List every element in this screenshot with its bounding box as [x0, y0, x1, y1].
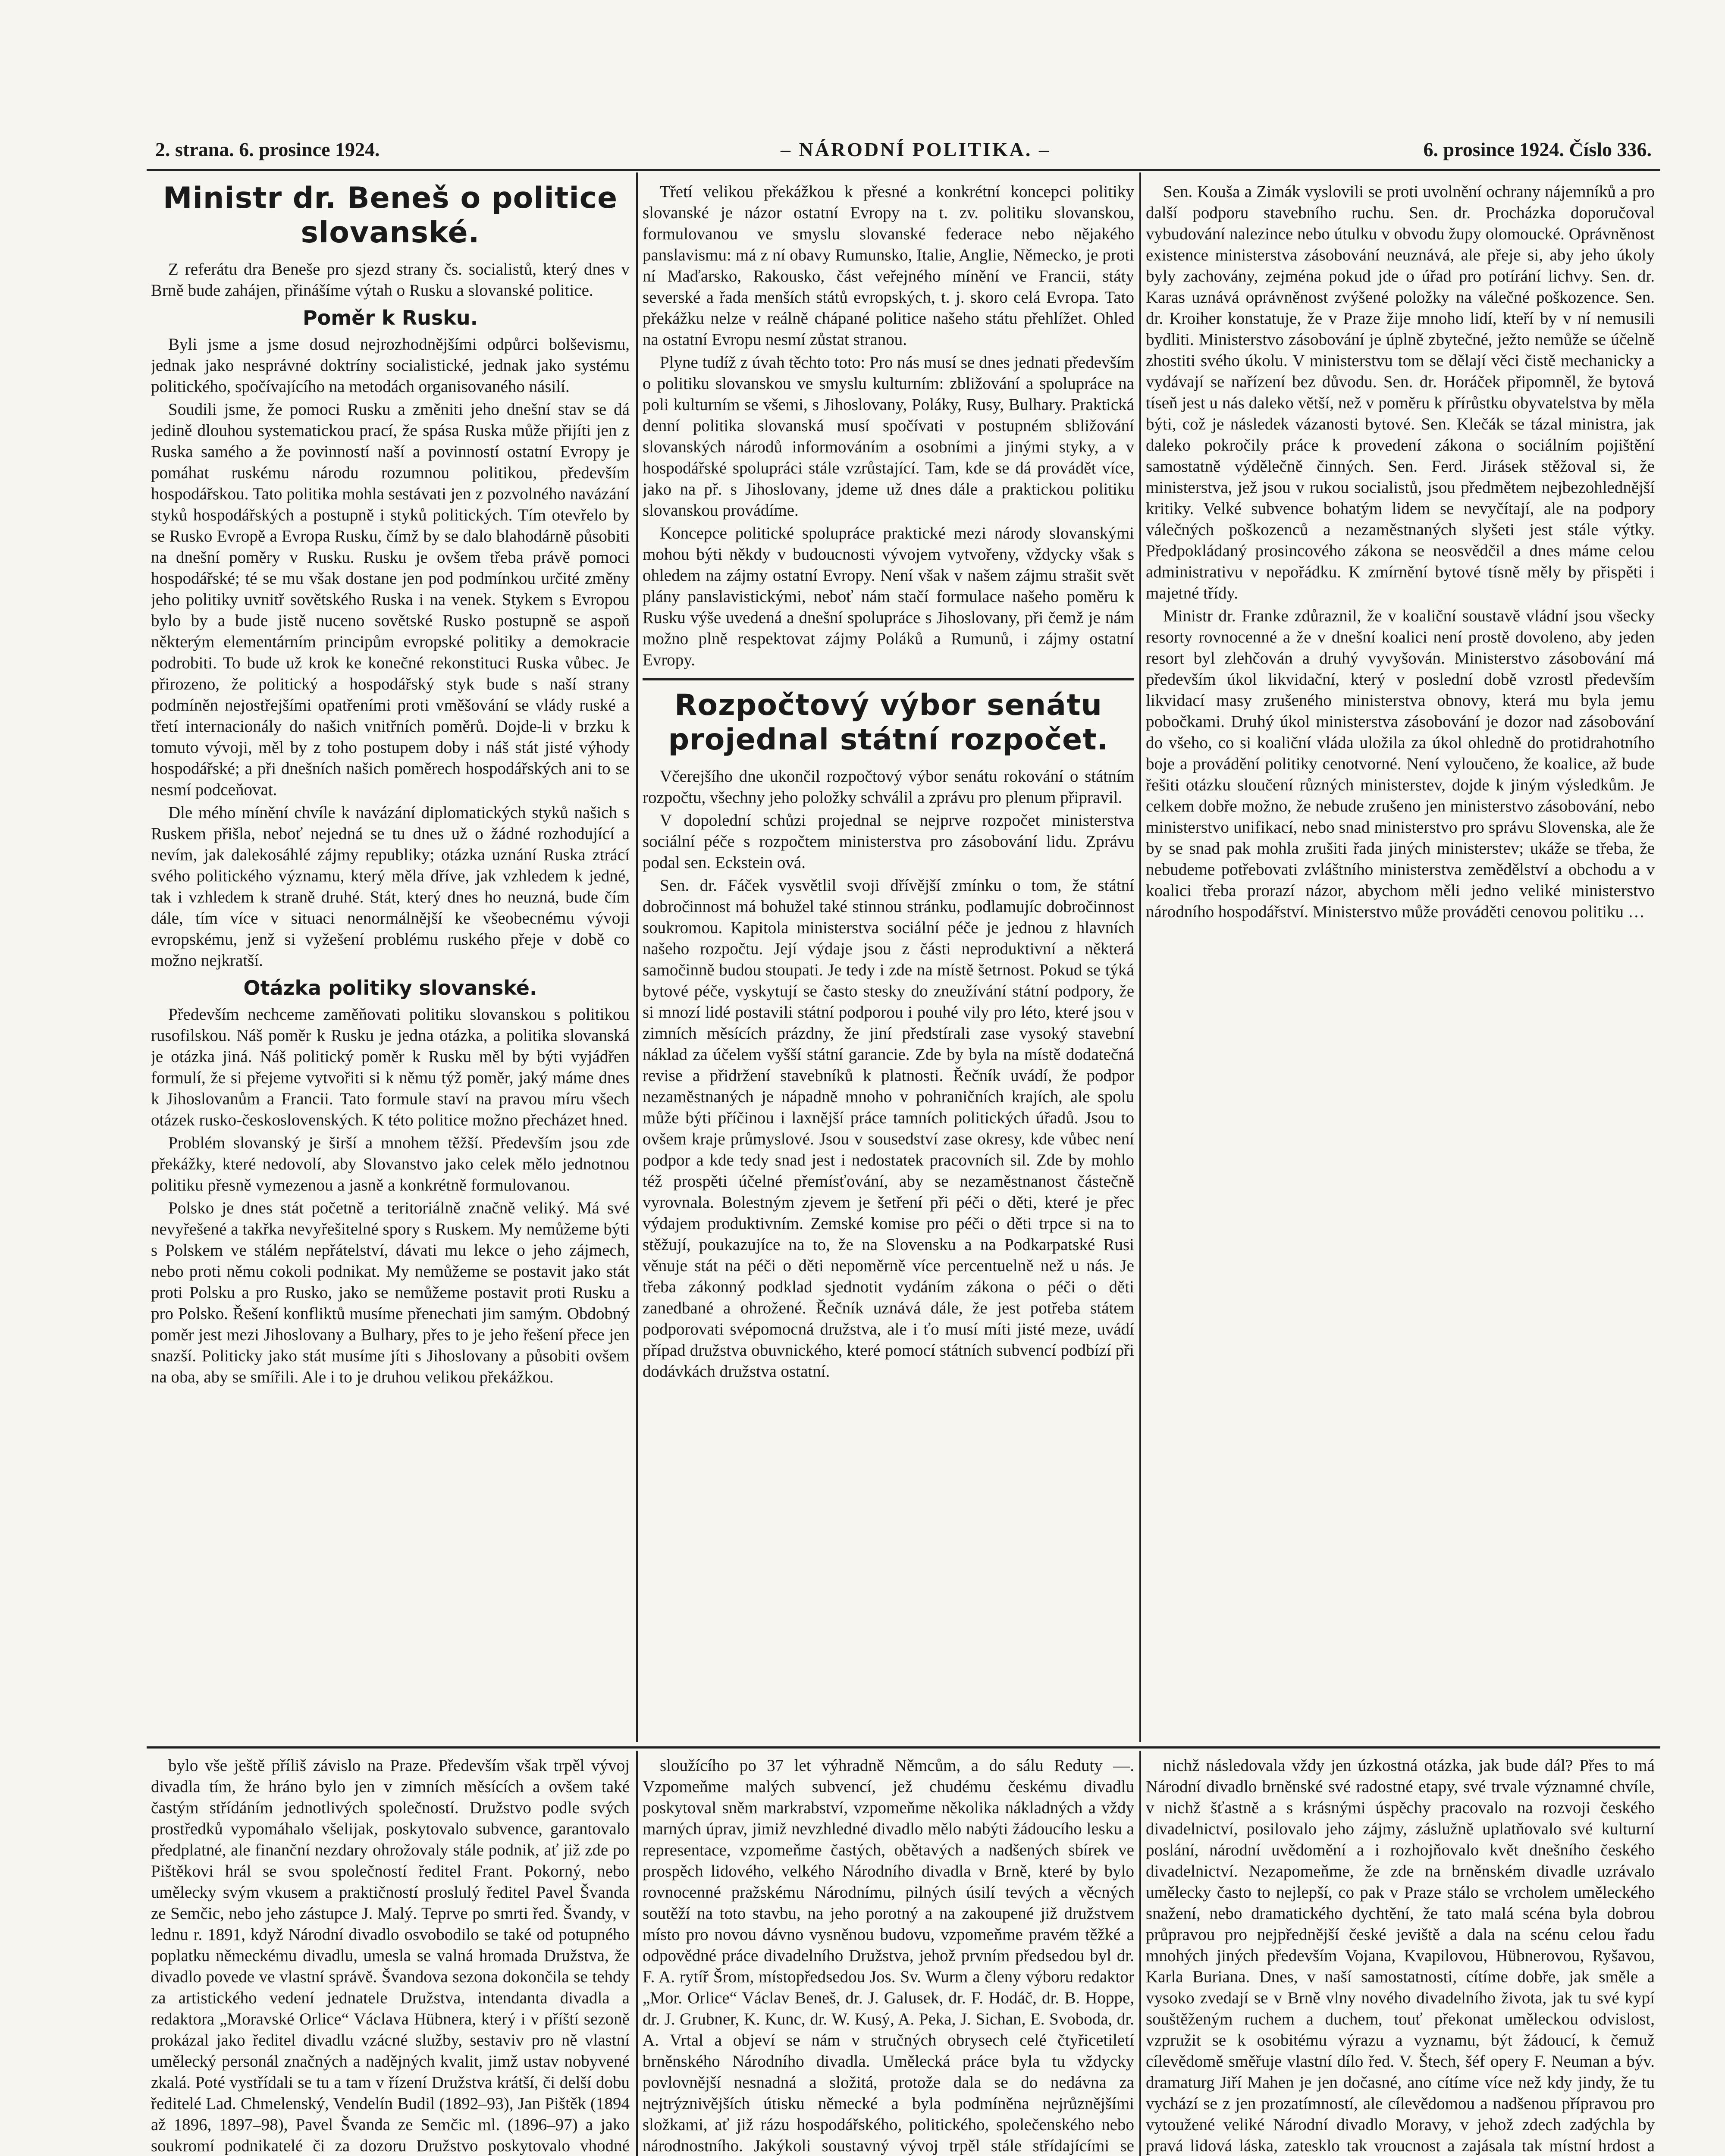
theatre-column-2 [643, 1755, 1134, 2156]
header-date-left: 2. strana. 6. prosince 1924. [155, 138, 380, 160]
paragraph: Byli jsme a jsme dosud nejrozhodnějšími odpůrci bolševismu, jednak jako nesprávné doktríny socialistické, jednak jako systému politického, spočívajícího na metodách organisovaného násilí. [151, 335, 630, 396]
paragraph: V dopolední schůzi projednal se nejprve rozpočet ministerstva sociální péče s rozpočtem ministerstva pro zásobování lidu. Zprávu podal sen. Eckstein ová. [643, 811, 1134, 872]
header-date-right: 6. prosince 1924. Číslo 336. [1423, 138, 1652, 160]
page-header [142, 134, 1660, 168]
article1-intro: Z referátu dra Beneše pro sjezd strany čs. socialistů, který dnes v Brně bude zahájen, přinášíme výtah o Rusku a slovanské politice. [151, 260, 630, 300]
paragraph: Především nechceme zaměňovati politiku slovanskou s politikou rusofilskou. Náš poměr k Rusku je jedna otázka, a politika slovanská je otázka jiná. Náš politický poměr k Rusku měl by býti vyjádřen formulí, že si přejeme vytvořiti si k němu týž poměr, jaký máme dnes k Jihoslovanům a Francii. Tato formule staví na pravou míru všech otázek rusko-československých. K této politice možno přecházet hned. [151, 1005, 630, 1129]
paragraph: sloužícího po 37 let výhradně Němcům, a do sálu Reduty —. Vzpomeňme malých subvencí, jež chudému českému divadlu poskytoval sněm markrabství, vzpomeňme několika nákladných a vždy marných úprav, jimiž nevzhledné divadlo mělo nabýti žádoucího lesku a representace, vzpomeňme častých, obětavých a nadšených sbírek ve prospěch lidového, velkého Národního divadla v Brně, které by bylo rovnocenné pražskému Národnímu, pilných úsilí tevých a věcných soutěží na toto stavbu, na jeho porotný a na zakoupené již družstvem místo pro novou dávno vysněnou budovu, vzpomeňme pravém těžké a odpovědné práce divadelního Družstva, jehož prvním předsedou byl dr. F. A. rytíř Šrom, místopředsedou Jos. Sv. Wurm a členy výboru redaktor „Mor. Orlice“ Václav Beneš, dr. J. Galusek, dr. F. Hodáč, dr. B. Hoppe, dr. J. Grubner, K. Kunc, dr. W. Kusý, A. Peka, J. Sichan, E. Svoboda, dr. A. Vrtal a objeví se nám v stručných obrysech celé čtyřicetiletí brněnského Národního divadla. Umělecká práce byla tu vždycky povlovnější nesnadná a složitá, protože dala se do nedávna za nejtrýznivějších útisku německé a byla podmíněna nejrůznějšími složkami, ať již rázu hospodářského, politického, společenského nebo národnostního. Jakýkoli soustavný vývoj trpěl stále střídajícími se [643, 1756, 1134, 2155]
paragraph: Koncepce politické spolupráce praktické mezi národy slovanskými mohou býti někdy v budoucnosti vývojem vytvořeny, vždycky však s ohledem na zájmy ostatní Evropy. Není však v našem zájmu strašit svět plány panslavistickými, neboť nám stačí formulace našeho poměru k Rusku výše uvedená a dnešní spolupráce s Jihoslovany, při čemž je nám možno plně respektovat zájmy Poláků a Rumunů, i zájmy ostatní Evropy. [643, 524, 1134, 669]
column-divider [1139, 1751, 1141, 2156]
column-divider [636, 172, 638, 1742]
paragraph: Ministr dr. Franke zdůraznil, že v koaliční soustavě vládní jsou všecky resorty rovnocenné a že v dnešní koalici není prostě dovoleno, aby jeden resort byl zlehčován a druhý vyvyšován. Ministerstvo zásobování má především úkol likvidační, který v poslední době vzrostl především likvidací masy zrušeného ministerstva obnovy, která mu byla jemu pobočkami. Druhý úkol ministerstva zásobování je dozor nad zásobování do všeho, co si koaliční vláda uložila za úkol ohledně do protidrahotního boje a provádění politiky cenotvorné. Není vyloučeno, že koalice, až bude řešiti otázku sloučení různých ministerstev, dojde k jiným výsledkům. Je celkem dobře možno, že nebude zrušeno jen ministerstvo zásobování, nebo ministerstvo unifikací, nebo snad ministerstvo pro správu Slovenska, ale že by se snad pak mohla zrušiti řada jiných ministerstev; ukáže se třeba, že nebudeme potřebovati zvláštního ministerstva zemědělství a obchodu a v koalici třeba prorazí názor, abychom měli jedno veliké ministerstvo národního hospodářství. Ministerstvo může prováděti cenovou politiku … [1146, 607, 1655, 921]
header-rule [147, 169, 1660, 171]
paragraph: Plyne tudíž z úvah těchto toto: Pro nás musí se dnes jednati především o politiku slovanskou ve smyslu kulturním: zbližování a spolupráce na poli kulturním se všemi, s Jihoslovany, Poláky, Rusy, Bulhary. Praktická denní politika slovanská musí spočívati v postupném sbližování slovanských národů informováním a osobními a jinými styky, a v hospodářské spolupráci stále vzrůstající. Tam, kde se dá provádět více, jako na př. s Jihoslovany, jdeme už dnes dále a praktickou politiku slovanskou provádíme. [643, 353, 1134, 520]
paragraph: Polsko je dnes stát početně a teritoriálně značně veliký. Má své nevyřešené a takřka nevyřešitelné spory s Ruskem. My nemůžeme býti s Polskem ve stálém nepřátelství, dávati mu lekce o jeho zájmech, nebo proti němu cokoli podnikat. My nemůžeme se postavit jako stát proti Polsku a pro Rusko, jako se nemůžeme postavit proti Rusku a pro Polsko. Řešení konfliktů musíme přenechati jim samým. Obdobný poměr jest mezi Jihoslovany a Bulhary, přes to je jeho řešení přece jen snazší. Politicky jako stát musíme jíti s Jihoslovany a působiti ovšem na oba, aby se smířili. Ale i to je druhou velikou překážkou. [151, 1199, 630, 1386]
theatre-column-3 [1146, 1755, 1655, 2156]
paragraph: Sen. dr. Fáček vysvětlil svoji dřívější zmínku o tom, že státní dobročinnost má bohužel také stinnou stránku, podlamujíc dobročinnost soukromou. Kapitola ministerstva sociální péče je jednou z hlavních našeho rozpočtu. Její výdaje jsou z části neproduktivní a některá samočinně budou stoupati. Je tedy i zde na místě šetrnost. Pokud se týká bytové péče, vyskytují se často stesky do zneužívání státní podpory, že si mnozí lidé postavili státní podporou i pouhé vily pro léto, které jsou v zimních měsících prázdny, že jiní předstírali zase vysoký stavební náklad za účelem vyšší státní garancie. Zde by byla na místě dodatečná revise a přidržení stavebníků k platnosti. Řečník uvádí, že podpor nezaměstnaných je nápadně mnoho v pohraničních krajích, ale spolu může býti příčinou i laxnější práce tamních politických úřadů. Jsou to ovšem kraje průmyslové. Jsou v sousedství zase okresy, kde vůbec není podpor a kde tedy snad jest i nedostatek pracovních sil. Zde by mohlo též prospěti účelné přemísťování, aby se nezaměstnanost částečně vyrovnala. Bolestným zjevem je šetření při péči o děti, které je přec výdajem produktivním. Zemské komise pro péči o děti trpce si na to stěžují, poukazujíce na to, že na Slovensku a na Podkarpatské Rusi věnuje stát na péči o děti nepoměrně více percentuelně než u nás. Je třeba zákonný podklad sjednotit vydáním zákona o péči o děti zanedbané a ohrožené. Řečník uznává dále, že jest potřeba státem podporovati svépomocná družstva, ale i ťo musí míti jisté meze, uvádí případ družstva obuvnického, které pomocí státních subvencí podbízí při dodávkách družstva ostatní. [643, 876, 1134, 1381]
masthead: – NÁRODNÍ POLITIKA. – [781, 138, 1051, 160]
article2-title: Rozpočtový výbor senátu projednal státní rozpočet. [668, 688, 1109, 757]
column-divider [636, 1751, 638, 2156]
column-2 [643, 181, 1134, 1742]
article1-subheading-1: Poměr k Rusku. [302, 306, 478, 329]
paragraph: Dle mého mínění chvíle k navázání diplomatických styků našich s Ruskem přišla, neboť nejedná se tu dnes už o žádné rozhodující a nevím, jak dalekosáhlé zájmy republiky; otázka uznání Ruska ztrácí svého politického významu, který měla dříve, jak vzhledem k jedné, tak i vzhledem k straně druhé. Stát, který dnes ho neuzná, bude čím dále, tím více v situaci nenormálnější ke všeobecnému vývoji evropskému, jenž si vyžešení problému ruského přeje v době co možno nejkratší. [151, 803, 630, 970]
paragraph: Včerejšího dne ukončil rozpočtový výbor senátu rokování o státním rozpočtu, všechny jeho položky schválil a zprávu pro plenum připravil. [643, 767, 1134, 807]
paragraph: nichž následovala vždy jen úzkostná otázka, jak bude dál? Přes to má Národní divadlo brněnské své radostné etapy, své trvale významné chvíle, v nichž šťastně a s krásnými úspěchy pracovalo na rozvoji českého divadelnictví, posilovalo jeho zájmy, záslužně uplatňovalo své kulturní poslání, národní uvědomění a i rozhojňovalo květ dnešního českého divadelnictví. Nezapomeňme, že zde na brněnském divadle uzrávalo umělecky často to nejlepší, co pak v Praze stálo se vrcholem uměleckého snažení, nebo dramatického dychtění, že tato malá scéna byla dobrou průpravou pro nejpřednější české jeviště a dala na scénu celou řadu mnohých jiných především Vojana, Kvapilovou, Hübnerovou, Ryšavou, Karla Buriana. Dnes, v naší samostatnosti, cítíme dobře, jak směle a vysoko zvedají se v Brně vlny nového divadelního života, jak tu své kypí souštěženým ruchem a duchem, touť překonat uměleckou odvislost, vzpružit se k osobitému výrazu a vyznamu, být žádoucí, k čemuž cílevědomě směřuje vlastní dílo řed. V. Štech, šéf opery F. Neuman a býv. dramaturg Jiří Mahen je jen dočasné, ano cítíme více než kdy jindy, že tu vychází se z jen prozatímností, ale cílevědomou a nadšenou přípravou pro vytoužené veliké Národní divadlo Moravy, v jehož zdech zadýchla by pravá lidová láska, zatesklo tak vroucnost a zajásala tak místní hrdost a [1146, 1756, 1655, 2155]
paragraph: Problém slovanský je širší a mnohem těžší. Především jsou zde překážky, které nedovolí, aby Slovanstvo jako celek mělo jednotnou politiku přesně vymezenou a jasně a konkrétně formulovanou. [151, 1134, 630, 1194]
article-separator [643, 678, 1134, 680]
column-divider [1139, 172, 1141, 1742]
paragraph: bylo vše ještě příliš závislo na Praze. Především však trpěl vývoj divadla tím, že hráno bylo jen v zimních měsících a ovšem také častým střídáním jednotlivých společností. Družstvo podle svých prostředků vypomáhalo všelijak, poskytovalo subvence, garantovalo předplatné, ale finanční nezdary ohrožovaly stále podnik, ať již zde po Pištěkovi hrál se svou společností ředitel Frant. Pokorný, nebo umělecky svým vkusem a praktičností proslulý ředitel Pavel Švanda ze Semčic, nebo jeho zástupce J. Malý. Teprve po smrti řed. Švandy, v lednu r. 1891, když Národní divadlo osvobodilo se také od potupného poplatku německému divadlu, umesla se valná hromada Družstva, že divadlo povede ve vlastní správě. Švandova sezona dokončila se tehdy za artistického vedení jednatele Družstva, intendanta divadla a redaktora „Moravské Orlice“ Václava Hübnera, který i v příští sezoně prokázal jako ředitel divadlu vzácné služby, sestaviv pro ně vlastní umělecký personál značných a nadějných kvalit, jimž ustav nobyvené zkalá. Poté vystřídali se tu a tam v řízení Družstva krátší, či delší dobu ředitelé Lad. Chmelenský, Vendelín Budil (1892–93), Jan Pištěk (1894 až 1896, 1897–98), Pavel Švanda ze Semčic ml. (1896–97) a jako soukromí podnikatelé či za dozoru Družstvo poskytovalo vhodné [151, 1756, 630, 2155]
article1-title: Ministr dr. Beneš o politice slovanské. [163, 181, 618, 250]
paragraph: Sen. Kouša a Zimák vyslovili se proti uvolnění ochrany nájemníků a pro další podporu stavebního ruchu. Sen. dr. Procházka doporučoval vybudování nalezince nebo útulku v obvodu župy olomoucké. Oprávněnost existence ministerstva zásobování neuznává, ale přeje si, aby jeho úkoly byly zachovány, zejména pokud jde o úřad pro potírání lichvy. Sen. dr. Karas uznává oprávněnost zvýšené položky na válečné poškozence. Sen. dr. Kroiher konstatuje, že v Praze žije mnoho lidí, kteří by v ní nemusili bydliti. Ministerstvo zásobování je úplně zbytečné, ježto nemůže se účelně zhostiti svého úkolu. V ministerstvu tom se dělají věci čistě mechanicky a vydávají se nařízení bez důvodu. Sen. dr. Horáček připomněl, že bytová tíseň jest u nás daleko větší, než v poměru k přírůstku obyvatelstva by měla býti, což je následek vázanosti bytové. Sen. Klečák se tázal ministra, jak daleko pokročily práce k provedení zákona o sociálním pojištění samostatně výdělečně činných. Sen. Ferd. Jirásek stěžoval si, že ministerstva, jež jsou v rukou socialistů, jsou předmětem nejbezohlednější kritiky. Velké subvence bohatým lidem se nevyčítají, ale na podpory válečných poškozenců a nezaměstnaných slyšeti jest stále výtky. Předpokládaný prosincového zákona se neosvědčil a dnes máme celou administrativu v nepořádku. K zmírnění bytové tísně měly by přispěti i majetné třídy. [1146, 182, 1655, 602]
column-1 [151, 181, 630, 1742]
paragraph: Třetí velikou překážkou k přesné a konkrétní koncepci politiky slovanské je názor ostatní Evropy na t. zv. politiku slovanskou, formulovanou ve smyslu slovanské federace nebo nějakého panslavismu: má z ní obavy Rumunsko, Italie, Anglie, Německo, je proti ní Maďarsko, Rakousko, část veřejného mínění ve Francii, státy severské a řada menších států evropských, t. j. skoro celá Evropa. Tato překážku nelze v reálně chápané politice našeho státu přehlížet. Ohled na ostatní Evropu nesmí zůstat stranou. [643, 182, 1134, 349]
article1-subheading-2: Otázka politiky slovanské. [243, 976, 537, 1000]
section-rule [147, 1746, 1660, 1749]
newspaper-page [142, 0, 1660, 2156]
theatre-column-1 [151, 1755, 630, 2156]
paragraph: Soudili jsme, že pomoci Rusku a změniti jeho dnešní stav se dá jedině dlouhou systematickou prací, že spása Ruska může přijíti jen z Ruska samého a že povinností naší a povinností ostatní Evropy je pomáhat ruskému národu rozumnou politikou, především hospodářskou. Tato politika mohla sestávati jen z pozvolného navázání styků hospodářských a postupně i styků politických. Tím otevřelo by se Rusko Evropě a Evropa Rusku, čímž by se dalo blahodárně působiti na dnešní poměry v Rusku. Rusku je ovšem třeba právě pomoci hospodářské; té se mu však dostane jen pod podmínkou určité změny jeho politiky uvnitř sovětského Ruska i na venek. Stykem s Evropou bylo by a bude jistě nuceno sovětské Rusko postupně se aspoň některým elementárním principům evropské politiky a demokracie podrobiti. To bude už krok ke konečné rekonstituci Ruska vůbec. Je přirozeno, že politický a hospodářský styk bude s naší strany podmíněn nejostřejšími opatřeními proti vměšování se vlády ruské a třetí internacionály do našich vnitřních poměrů. Dojde-li v brzku k tomuto vývoji, měl by z toho postupem doby i náš stát jisté výhody hospodářské; a při dnešních našich poměrech hospodářských ani to se nesmí podceňovat. [151, 400, 630, 799]
column-3 [1146, 181, 1655, 1742]
